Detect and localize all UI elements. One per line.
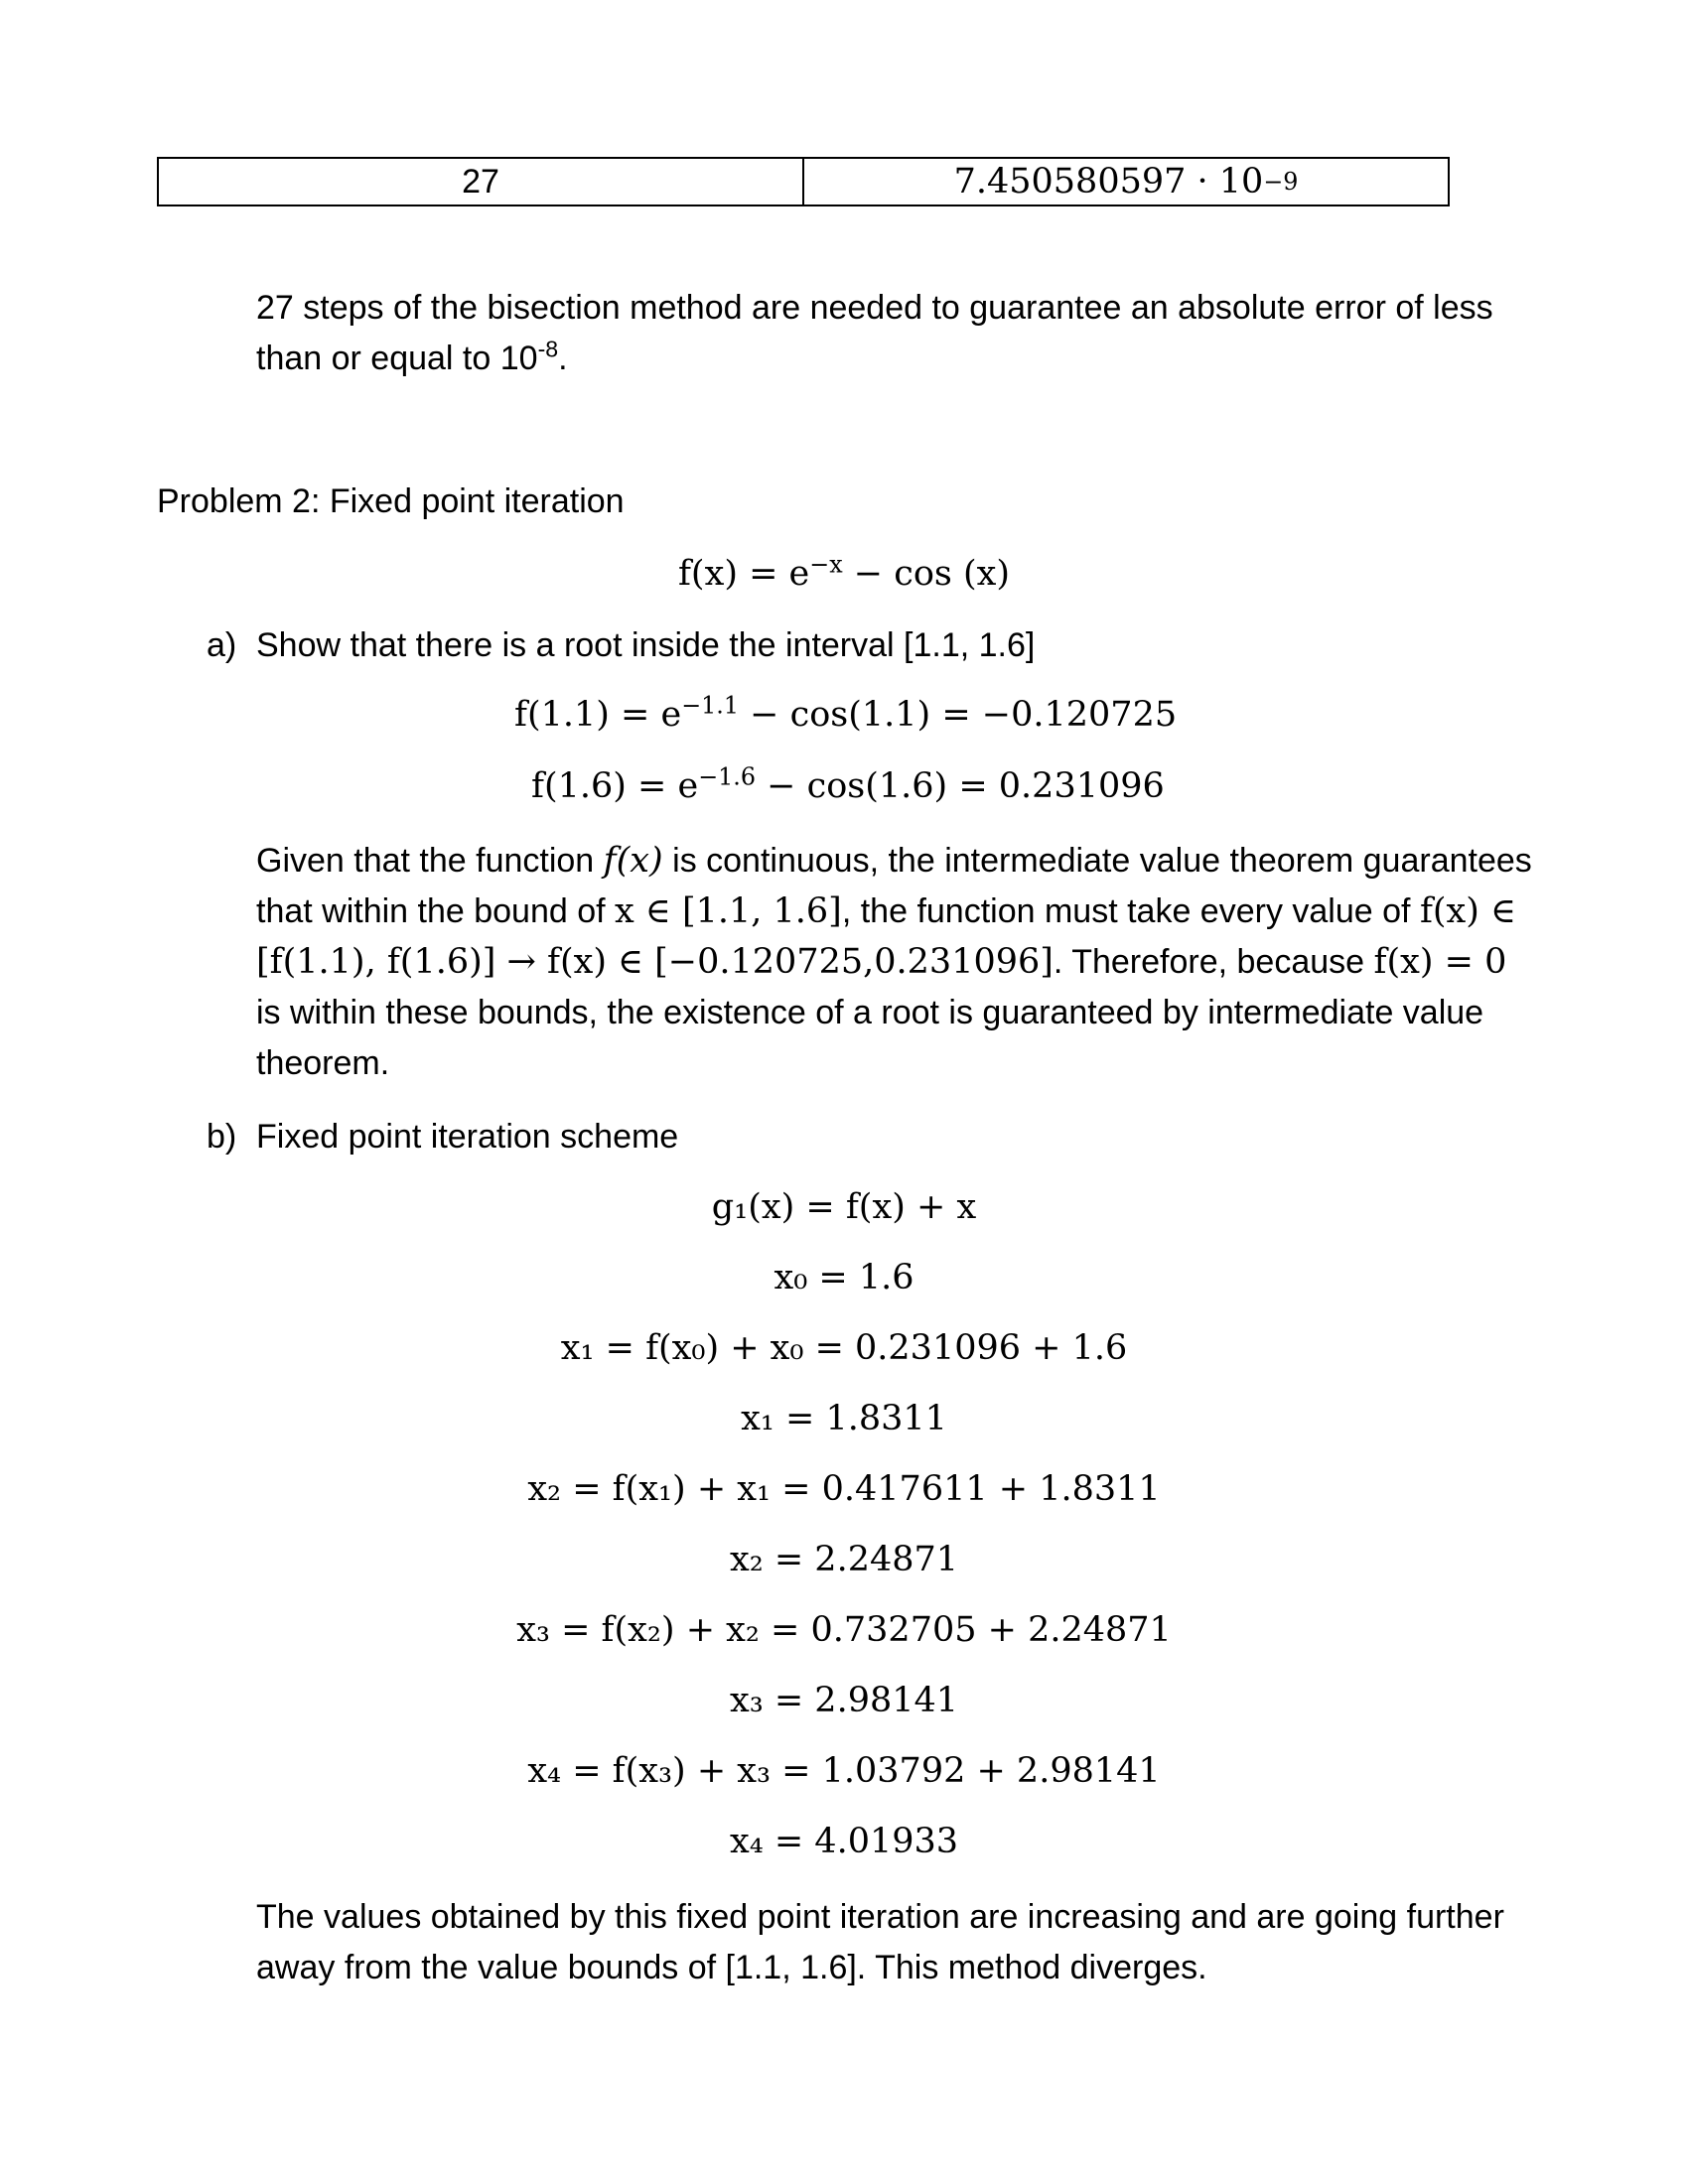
divergence-conclusion: The values obtained by this fixed point iteration are increasing and are going further away from the value bounds of [1.1, 1.6]. This method diverges. [256, 1898, 1504, 1986]
iteration-step: x₁ = f(x₀) + x₀ = 0.231096 + 1.6 [560, 1328, 1128, 1368]
part-a-label: a) [207, 626, 237, 664]
part-a-text: Show that there is a root inside the interval [1.1, 1.6] [256, 626, 1036, 664]
iteration-step: x₁ = 1.8311 [741, 1399, 947, 1438]
iteration-step: x₂ = 2.24871 [729, 1540, 959, 1579]
function-definition: $f(x) = e^{-x} - \cos (x)$ [677, 550, 1011, 594]
part-b-heading [207, 1112, 678, 1162]
iteration-step: x₀ = 1.6 [774, 1258, 914, 1297]
part-b-label: b) [207, 1118, 237, 1156]
iteration-step: x₄ = 4.01933 [729, 1822, 959, 1861]
part-b-text: Fixed point iteration scheme [256, 1118, 679, 1156]
table-cell-error: 7.450580597 · 10 −9 [802, 159, 1448, 205]
bisection-conclusion: 27 steps of the bisection method are needed to guarantee an absolute error of less than or equal to $10^{-8}$. [256, 289, 1493, 377]
iteration-step: x₃ = 2.98141 [729, 1681, 959, 1720]
table-cell-steps: 27 [462, 162, 499, 201]
eval-f-1-1: $f(1.1) = e^{-1.1} - \cos(1.1) = -0.120725$ [514, 691, 1178, 735]
error-value: 7.450580597 · 10 [953, 162, 1264, 202]
conclusion-exponent: -8 [537, 336, 559, 362]
iteration-step: x₃ = f(x₂) + x₂ = 0.732705 + 2.24871 [516, 1610, 1172, 1650]
eval-f-1-6: $f(1.6) = e^{-1.6} - \cos(1.6) = 0.231096$ [531, 762, 1165, 806]
ivt-explanation: Given that the function f(x) is continuous, the intermediate value theorem guarantees that within the bound of x ∈ [1.1, 1.6], the function must take every value of f(x) ∈ [f(1.1), f(1.6)] → f(x) ∈ [−0.120725,0.231096]. Therefore, because f(x) = 0 is within these bounds, the existence of a root is guaranteed by intermediate value theorem. [256, 841, 1532, 1082]
iteration-scheme: g₁(x) = f(x) + x [711, 1187, 977, 1227]
iteration-step: x₄ = f(x₃) + x₃ = 1.03792 + 2.98141 [527, 1751, 1161, 1791]
iteration-step: x₂ = f(x₁) + x₁ = 0.417611 + 1.8311 [527, 1469, 1161, 1509]
part-a-heading [207, 620, 1035, 671]
problem2-heading: Problem 2: Fixed point iteration [157, 482, 625, 520]
result-table [157, 157, 1450, 206]
